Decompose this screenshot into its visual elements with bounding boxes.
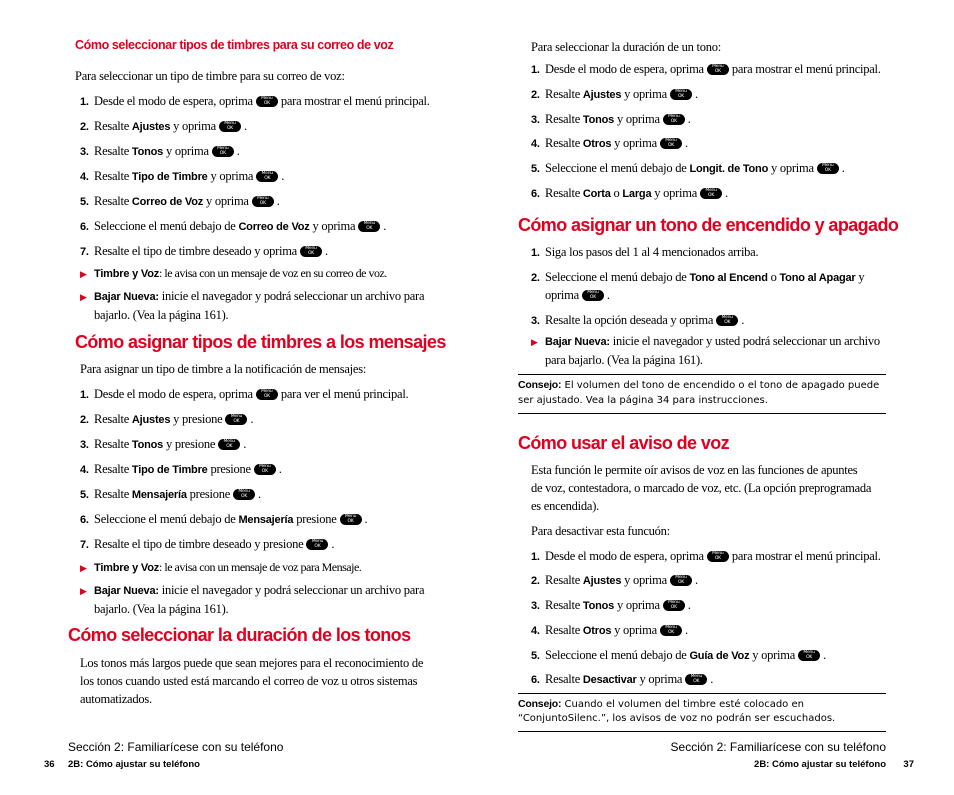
voice-paragraph-1: Esta función le permite oír avisos de voz en las funciones de apuntes [531,463,858,477]
step-m4: 4. Resalte Tipo de Timbre presione Menu OK . [80,462,282,476]
step-a4: 4. Resalte Otros y oprima Menu OK . [531,623,688,637]
menu-ok-key-icon: Menu OK [252,196,274,207]
tip-divider-top [518,374,886,375]
step-a3: 3. Resalte Tonos y oprima Menu OK . [531,598,691,612]
voice-paragraph-3: es encendida). [531,499,599,513]
menu-ok-key-icon: Menu OK [660,625,682,636]
menu-ok-key-icon: Menu OK [300,246,322,257]
step-c2: 2. Resalte Ajustes y oprima Menu OK . [80,119,247,133]
tip2-divider-bottom [518,731,886,732]
bullet-triangle-icon: ▶ [531,337,538,347]
bullet-c2: ▶ Bajar Nueva: inicie el navegador y podrá seleccionar un archivo para [80,289,425,303]
menu-ok-key-icon: Menu OK [233,489,255,500]
step-c4: 4. Resalte Tipo de Timbre y oprima Menu OK . [80,169,285,183]
page-number-left: 36 [44,759,55,770]
footer-section-right: Sección 2: Familiarícese con su teléfono [670,740,886,754]
intro-tone-length: Para seleccionar la duración de un tono: [531,40,721,54]
menu-ok-key-icon: Menu OK [218,439,240,450]
menu-ok-key-icon: Menu OK [256,389,278,400]
bullet-m2-cont: bajarlo. (Vea la página 161). [94,602,229,616]
menu-ok-key-icon: Menu OK [358,221,380,232]
menu-ok-key-icon: Menu OK [212,146,234,157]
menu-ok-key-icon: Menu OK [219,121,241,132]
step-c6: 6. Seleccione el menú debajo de Correo de Voz y oprima Menu OK . [80,219,387,233]
heading-message-ringers: Cómo asignar tipos de timbres a los mensajes [75,332,446,352]
step-a1: 1. Desde el modo de espera, oprima Menu OK para mostrar el menú principal. [531,549,881,563]
bullet-triangle-icon: ▶ [80,269,87,279]
duration-paragraph-3: automatizados. [80,692,152,706]
bullet-triangle-icon: ▶ [80,292,87,302]
menu-ok-key-icon: Menu OK [306,539,328,550]
menu-ok-key-icon: Menu OK [716,315,738,326]
bullet-m2: ▶ Bajar Nueva: inicie el navegador y podrá seleccionar un archivo para [80,583,425,597]
step-a5: 5. Seleccione el menú debajo de Guía de Voz y oprima Menu OK . [531,648,826,662]
step-m7: 7. Resalte el tipo de timbre deseado y presione Menu OK . [80,537,335,551]
footer-chapter-right: 2B: Cómo ajustar su teléfono [754,759,886,770]
menu-ok-key-icon: Menu OK [685,674,707,685]
step-a6: 6. Resalte Desactivar y oprima Menu OK . [531,672,714,686]
menu-ok-key-icon: Menu OK [798,650,820,661]
step-c3: 3. Resalte Tonos y oprima Menu OK . [80,144,240,158]
step-d6: 6. Resalte Corta o Larga y oprima Menu OK . [531,186,728,200]
step-d1: 1. Desde el modo de espera, oprima Menu OK para mostrar el menú principal. [531,62,881,76]
footer-section-left: Sección 2: Familiarícese con su teléfono [68,740,284,754]
step-e2: 2. Seleccione el menú debajo de Tono al Encend o Tono al Apagar y [531,270,865,284]
tip-power-tone-cont: ser ajustado. Vea la página 34 para instrucciones. [518,395,768,406]
heading-voice-prompt: Cómo usar el aviso de voz [518,433,730,453]
footer-chapter-left: 2B: Cómo ajustar su teléfono [68,759,200,770]
menu-ok-key-icon: Menu OK [256,171,278,182]
menu-ok-key-icon: Menu OK [660,138,682,149]
menu-ok-key-icon: Menu OK [254,464,276,475]
step-m6: 6. Seleccione el menú debajo de Mensajería presione Menu OK . [80,512,368,526]
intro-voice-disable: Para desactivar esta funcuón: [531,524,670,538]
menu-ok-key-icon: Menu OK [340,514,362,525]
tip2-divider-top [518,693,886,694]
menu-ok-key-icon: Menu OK [256,96,278,107]
step-c1: 1. Desde el modo de espera, oprima Menu OK para mostrar el menú principal. [80,94,430,108]
duration-paragraph-1: Los tonos más largos puede que sean mejores para el reconocimiento de [80,656,424,670]
menu-ok-key-icon: Menu OK [663,600,685,611]
menu-ok-key-icon: Menu OK [707,64,729,75]
tip-divider-bottom [518,413,886,414]
step-m5: 5. Resalte Mensajería presione Menu OK . [80,487,261,501]
step-m1: 1. Desde el modo de espera, oprima Menu OK para ver el menú principal. [80,387,409,401]
bullet-m1: ▶ Timbre y Voz: le avisa con un mensaje de voz para Mensaje. [80,560,362,574]
bullet-triangle-icon: ▶ [80,563,87,573]
step-e3: 3. Resalte la opción deseada y oprima Menu OK . [531,313,745,327]
bullet-e1-cont: para bajarlo. (Vea la página 161). [545,353,703,367]
heading-ringer-voicemail: Cómo seleccionar tipos de timbres para su correo de voz [75,38,394,52]
step-d2: 2. Resalte Ajustes y oprima Menu OK . [531,87,698,101]
duration-paragraph-2: los tonos cuando usted está marcando el correo de voz u otros sistemas [80,674,418,688]
heading-tone-length: Cómo seleccionar la duración de los tonos [68,625,411,645]
menu-ok-key-icon: Menu OK [700,188,722,199]
tip-power-tone: Consejo: El volumen del tono de encendido o el tono de apagado puede [518,379,880,391]
menu-ok-key-icon: Menu OK [707,551,729,562]
bullet-e1: ▶ Bajar Nueva: inicie el navegador y usted podrá seleccionar un archivo [531,334,880,348]
menu-ok-key-icon: Menu OK [670,89,692,100]
intro-voicemail: Para seleccionar un tipo de timbre para su correo de voz: [75,69,345,83]
step-c7: 7. Resalte el tipo de timbre deseado y oprima Menu OK . [80,244,328,258]
tip-voice-prompt-cont: “ConjuntoSilenc.”, los avisos de voz no podrán ser escuchados. [518,713,836,724]
step-d3: 3. Resalte Tonos y oprima Menu OK . [531,112,691,126]
tip-voice-prompt: Consejo: Cuando el volumen del timbre esté colocado en [518,698,804,710]
bullet-c2-cont: bajarlo. (Vea la página 161). [94,308,229,322]
step-d5: 5. Seleccione el menú debajo de Longit. de Tono y oprima Menu OK . [531,161,845,175]
menu-ok-key-icon: Menu OK [225,414,247,425]
step-d4: 4. Resalte Otros y oprima Menu OK . [531,136,688,150]
step-e1: 1. Siga los pasos del 1 al 4 mencionados arriba. [531,245,759,259]
bullet-c1: ▶ Timbre y Voz: le avisa con un mensaje de voz en su correo de voz. [80,266,387,280]
heading-power-tone: Cómo asignar un tono de encendido y apagado [518,215,899,235]
step-m3: 3. Resalte Tonos y presione Menu OK . [80,437,247,451]
menu-ok-key-icon: Menu OK [582,290,604,301]
menu-ok-key-icon: Menu OK [663,114,685,125]
page-number-right: 37 [903,759,914,770]
intro-messages: Para asignar un tipo de timbre a la notificación de mensajes: [80,362,367,376]
step-a2: 2. Resalte Ajustes y oprima Menu OK . [531,573,698,587]
step-e2-cont: oprima Menu OK . [545,288,610,302]
bullet-triangle-icon: ▶ [80,586,87,596]
step-c5: 5. Resalte Correo de Voz y oprima Menu OK . [80,194,280,208]
menu-ok-key-icon: Menu OK [670,575,692,586]
step-m2: 2. Resalte Ajustes y presione Menu OK . [80,412,254,426]
menu-ok-key-icon: Menu OK [817,163,839,174]
voice-paragraph-2: de voz, contestadora, o marcado de voz, etc. (La opción preprogramada [531,481,872,495]
